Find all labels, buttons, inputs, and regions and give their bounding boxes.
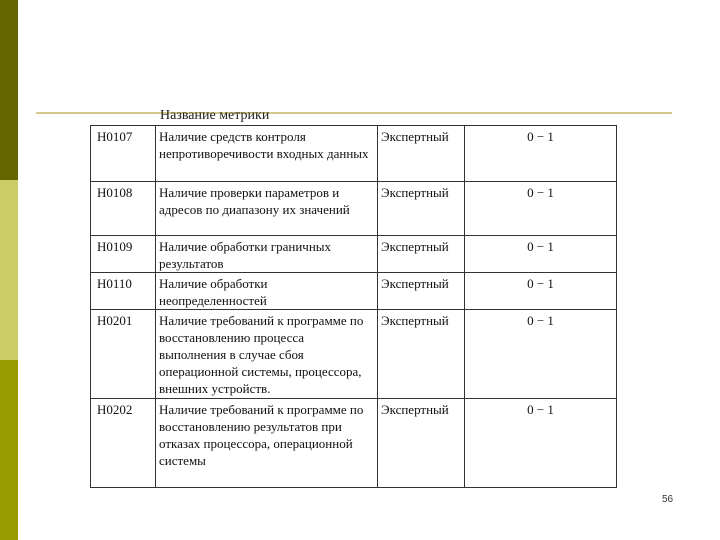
metric-range: 0 − 1 — [465, 310, 617, 399]
metric-code: Н0110 — [91, 273, 156, 310]
table-row — [91, 273, 617, 310]
table-row — [91, 399, 617, 488]
metric-range: 0 − 1 — [465, 273, 617, 310]
metric-range: 0 − 1 — [465, 399, 617, 488]
metric-name: Наличие требований к программе по восстановлению процесса выполнения в случае сбоя операционной системы, процессора, внешних устройств. — [159, 313, 364, 396]
metric-method: Экспертный — [378, 182, 465, 236]
page-number: 56 — [662, 494, 674, 505]
metric-name: Наличие проверки параметров и адресов по диапазону их значений — [159, 185, 350, 217]
metric-range: 0 − 1 — [465, 126, 617, 182]
metrics-table — [90, 125, 617, 488]
cut-off-caption-text: Название метрики — [160, 108, 270, 123]
left-accent-bar-top — [0, 0, 18, 180]
table-row — [91, 310, 617, 399]
table-row — [91, 126, 617, 182]
metric-name: Наличие требований к программе по восстановлению результатов при отказах процессора, операционной системы — [159, 402, 364, 468]
metric-code: Н0109 — [91, 236, 156, 273]
metric-name: Наличие обработки граничных результатов — [159, 239, 332, 271]
title-divider — [36, 112, 672, 114]
metric-method: Экспертный — [378, 273, 465, 310]
table-row — [91, 182, 617, 236]
metric-code: Н0107 — [91, 126, 156, 182]
table-row — [91, 236, 617, 273]
metric-code: Н0201 — [91, 310, 156, 399]
metric-method: Экспертный — [378, 399, 465, 488]
metric-range: 0 − 1 — [465, 236, 617, 273]
metric-method: Экспертный — [378, 236, 465, 273]
metric-range: 0 − 1 — [465, 182, 617, 236]
metric-method: Экспертный — [378, 310, 465, 399]
left-accent-bar-middle — [0, 180, 18, 360]
left-accent-bar-bottom — [0, 360, 18, 540]
metric-method: Экспертный — [378, 126, 465, 182]
metric-name: Наличие средств контроля непротиворечивости входных данных — [159, 129, 369, 161]
metric-name: Наличие обработки неопределенностей — [159, 276, 268, 308]
metric-code: Н0108 — [91, 182, 156, 236]
metric-code: Н0202 — [91, 399, 156, 488]
